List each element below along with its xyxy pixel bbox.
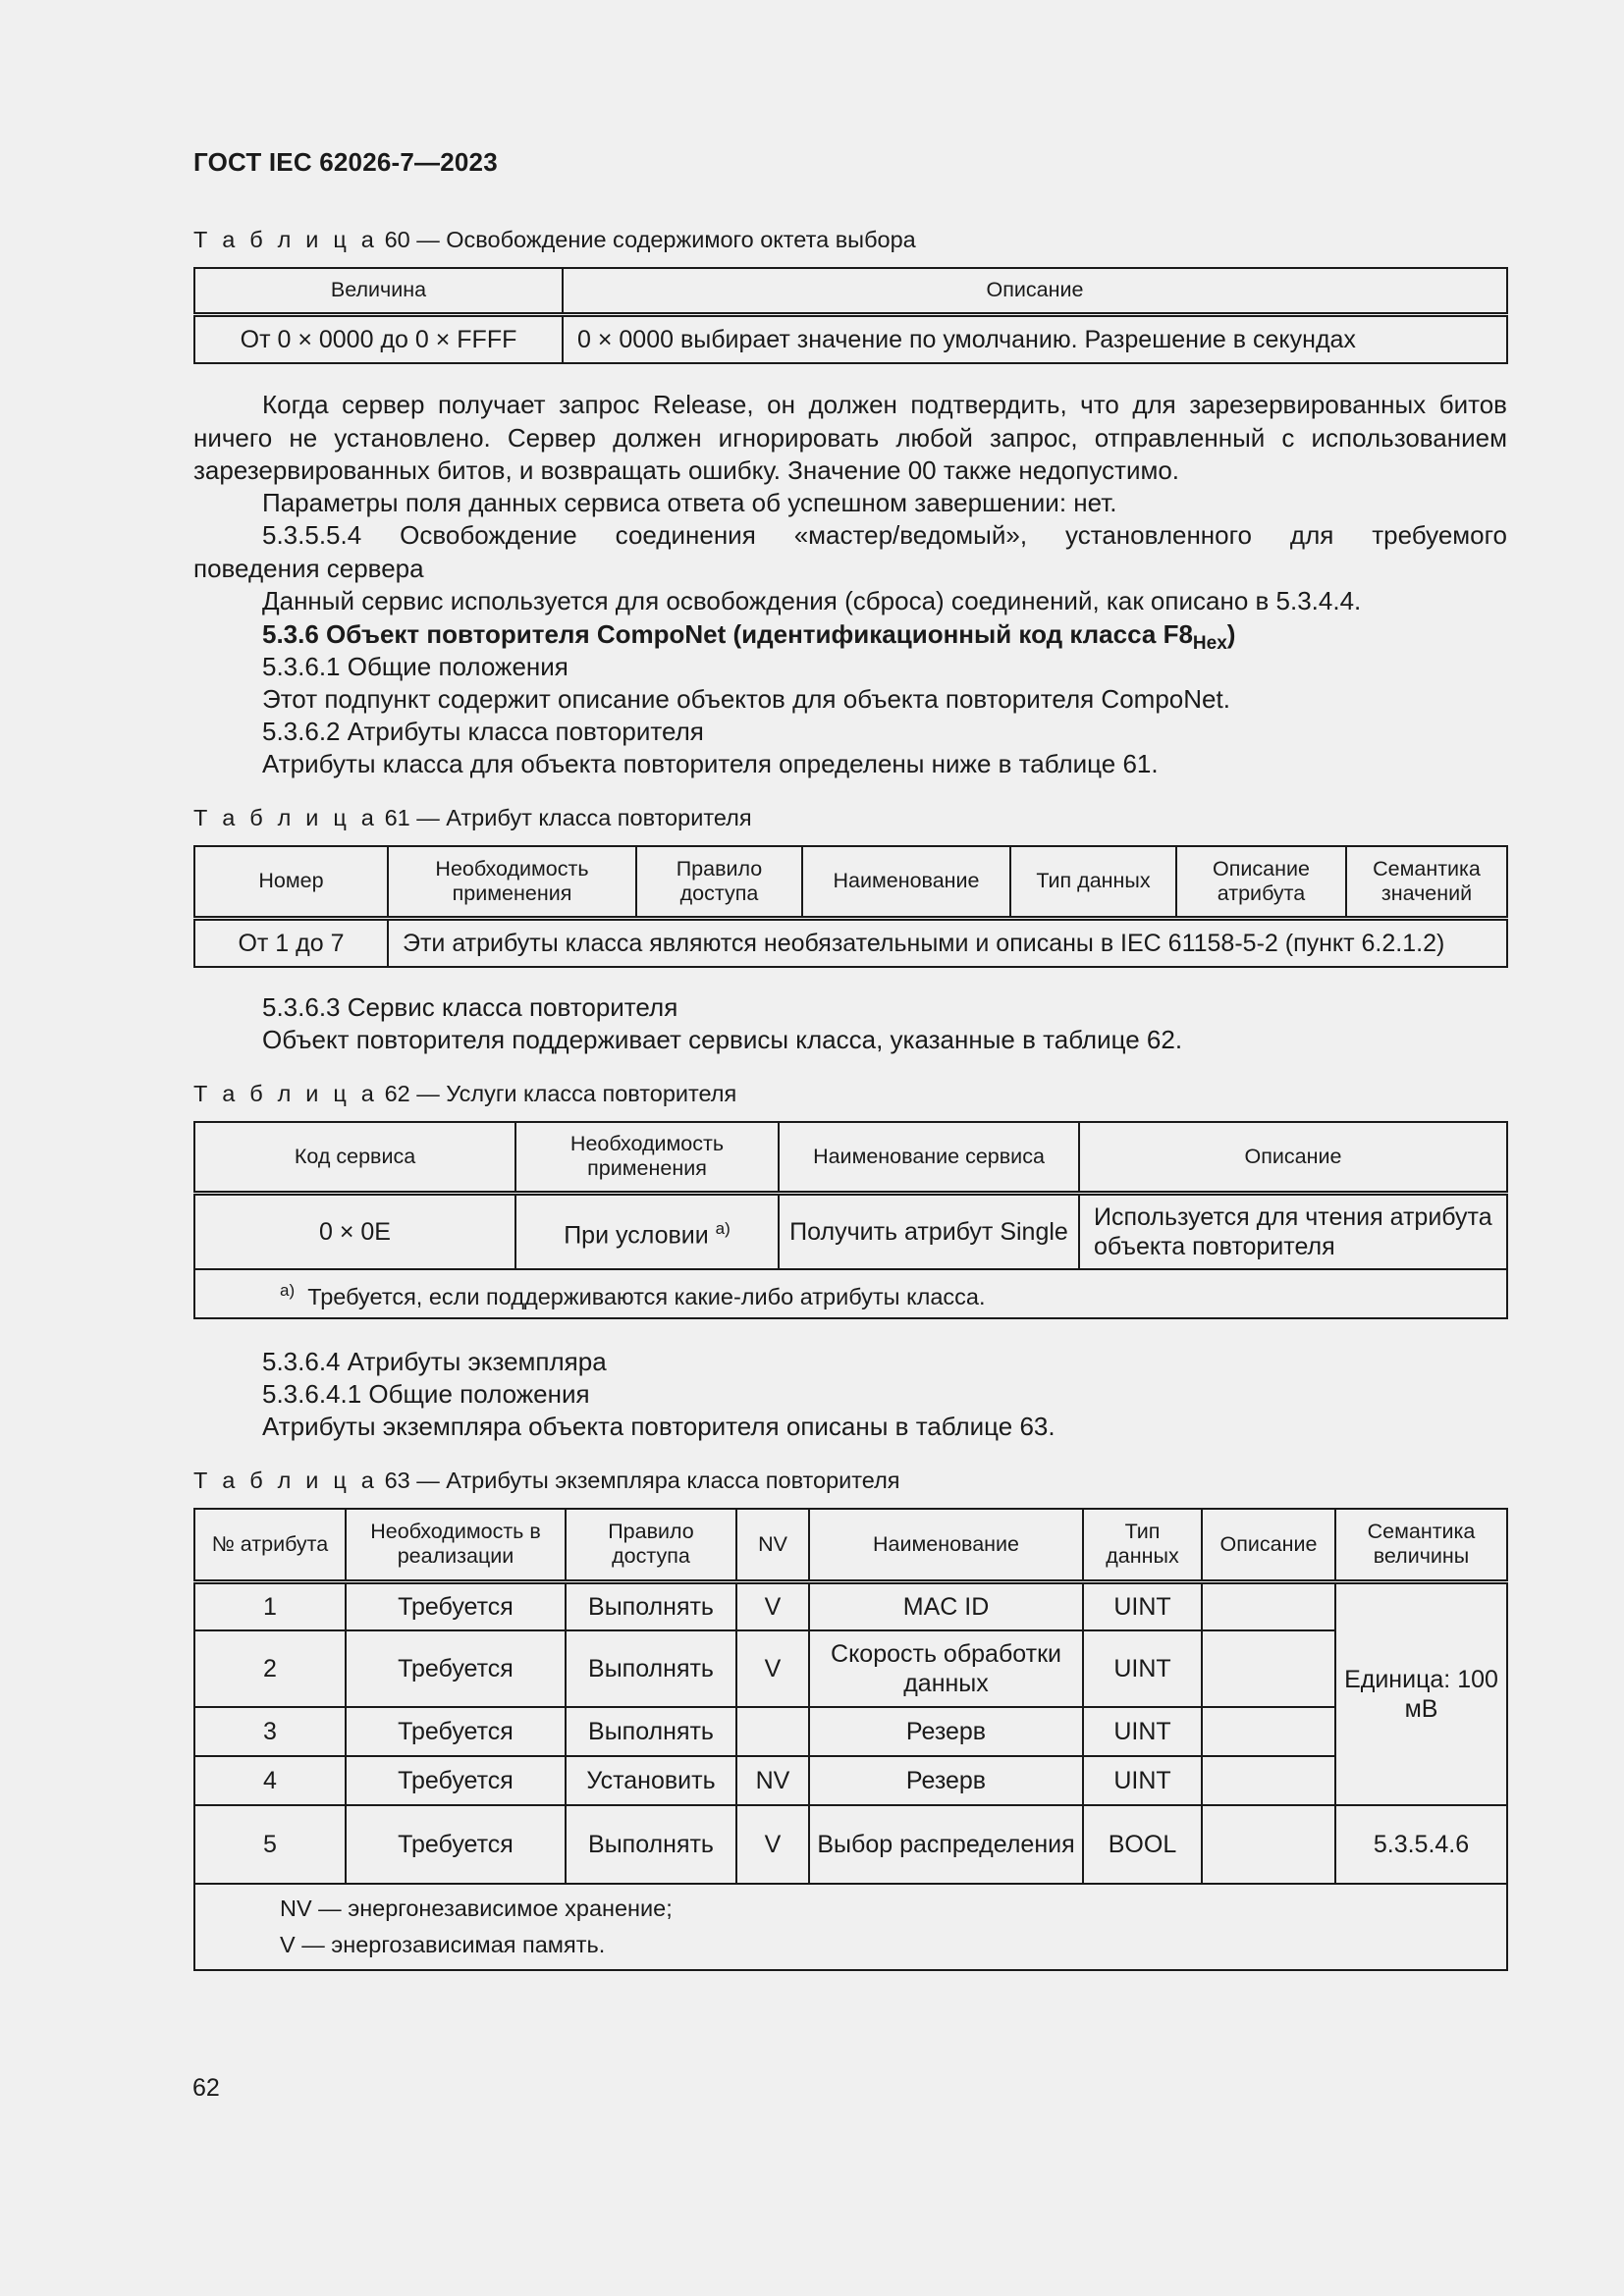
paragraph-5-3-6-1: Этот подпункт содержит описание объектов для объекта повторителя CompoNet. [262, 684, 1230, 714]
cell-text: При условии [564, 1220, 709, 1249]
heading-5-3-6-2: 5.3.6.2 Атрибуты класса повторителя [262, 717, 704, 746]
table-caption-text: 60 — Освобождение содержимого октета выбора [384, 227, 916, 252]
table-header-cell: Описание [563, 268, 1507, 314]
table-cell: Требуется [346, 1581, 566, 1630]
table-caption-text: 61 — Атрибут класса повторителя [384, 805, 752, 830]
table-cell: V [736, 1805, 809, 1884]
heading-5-3-6-1: 5.3.6.1 Общие положения [262, 652, 568, 681]
table-cell: Требуется [346, 1707, 566, 1756]
heading-5-3-6-4: 5.3.6.4 Атрибуты экземпляра [262, 1347, 607, 1376]
table-60-caption [193, 227, 916, 253]
table-cell [1202, 1805, 1335, 1884]
table-cell: Выполнять [566, 1707, 736, 1756]
table-cell: 2 [194, 1630, 346, 1707]
table-cell: От 1 до 7 [194, 918, 388, 967]
table-header-cell: Описание атрибута [1176, 846, 1346, 918]
paragraph-5-3-6-3: Объект повторителя поддерживает сервисы класса, указанные в таблице 62. [262, 1025, 1183, 1054]
table-61 [193, 845, 1508, 968]
table-cell: Скорость обработки данных [809, 1630, 1083, 1707]
heading-text-end: ) [1226, 619, 1236, 649]
table-caption-prefix: Т а б л и ц а [193, 1081, 379, 1106]
table-header-cell: Код сервиса [194, 1122, 515, 1193]
paragraph-release [193, 389, 1507, 488]
table-cell: Эти атрибуты класса являются необязательными и описаны в IEC 61158-5-2 (пункт 6.2.1.2) [388, 918, 1507, 967]
table-cell: NV [736, 1756, 809, 1805]
text-line: зарезервированных битов, и возвращать ошибку. Значение 00 также недопустимо. [193, 455, 1180, 485]
heading-text: 5.3.6 Объект повторителя CompoNet (идентификационный код класса F8 [262, 619, 1193, 649]
page-number: 62 [192, 2074, 220, 2102]
table-61-caption [193, 805, 752, 831]
table-header-cell: Величина [194, 268, 563, 314]
table-header-cell: Правило доступа [566, 1509, 736, 1581]
table-header-cell: Наименование сервиса [779, 1122, 1079, 1193]
table-cell: BOOL [1083, 1805, 1202, 1884]
table-cell: Выполнять [566, 1805, 736, 1884]
heading-5-3-6 [262, 618, 1236, 654]
footnote-mark: a) [280, 1281, 296, 1301]
table-cell: Выполнять [566, 1630, 736, 1707]
table-notes [194, 1884, 1507, 1970]
table-caption-text: 63 — Атрибуты экземпляра класса повторителя [384, 1468, 900, 1493]
table-cell: 4 [194, 1756, 346, 1805]
footnote-text: Требуется, если поддерживаются какие-либо атрибуты класса. [307, 1283, 986, 1309]
table-row [194, 1805, 1507, 1884]
table-cell: 0 × 0000 выбирает значение по умолчанию. Разрешение в секундах [563, 314, 1507, 363]
table-cell: От 0 × 0000 до 0 × FFFF [194, 314, 563, 363]
table-cell: Получить атрибут Single [779, 1193, 1079, 1269]
table-header-cell: NV [736, 1509, 809, 1581]
table-row [194, 1756, 1507, 1805]
table-row [194, 1581, 1507, 1630]
table-63-caption [193, 1468, 900, 1494]
table-caption-prefix: Т а б л и ц а [193, 227, 379, 252]
table-cell: 1 [194, 1581, 346, 1630]
heading-subscript: Hex [1192, 633, 1227, 654]
paragraph-5-3-6-4-1: Атрибуты экземпляра объекта повторителя описаны в таблице 63. [262, 1412, 1056, 1441]
table-cell [1202, 1581, 1335, 1630]
table-cell: Выполнять [566, 1581, 736, 1630]
table-header-cell: Описание [1079, 1122, 1507, 1193]
table-header-cell: Необходимость применения [388, 846, 636, 918]
table-cell: 5.3.5.4.6 [1335, 1805, 1507, 1884]
table-cell: UINT [1083, 1581, 1202, 1630]
table-cell [1202, 1756, 1335, 1805]
table-footnote [194, 1269, 1507, 1318]
table-header-cell: Наименование [802, 846, 1010, 918]
table-63 [193, 1508, 1508, 1971]
table-cell: Выбор распределения [809, 1805, 1083, 1884]
paragraph-5-3-6-2: Атрибуты класса для объекта повторителя определены ниже в таблице 61. [262, 749, 1159, 778]
heading-5-3-6-4-1: 5.3.6.4.1 Общие положения [262, 1379, 590, 1409]
table-header-cell: Семантика величины [1335, 1509, 1507, 1581]
table-note: NV — энергонезависимое хранение; [280, 1896, 673, 1921]
table-header-cell: Необходимость в реализации [346, 1509, 566, 1581]
table-header-cell: Семантика значений [1346, 846, 1507, 918]
table-cell: V [736, 1630, 809, 1707]
table-caption-prefix: Т а б л и ц а [193, 1468, 379, 1493]
table-row [194, 1707, 1507, 1756]
paragraph-5-3-5-5-4 [193, 519, 1507, 585]
table-cell: 0 × 0E [194, 1193, 515, 1269]
table-header-cell: Номер [194, 846, 388, 918]
table-header-cell: Необходимость применения [515, 1122, 779, 1193]
table-cell [1202, 1630, 1335, 1707]
table-row [194, 1630, 1507, 1707]
table-62 [193, 1121, 1508, 1319]
table-caption-text: 62 — Услуги класса повторителя [384, 1081, 737, 1106]
table-60 [193, 267, 1508, 364]
table-cell [515, 1193, 779, 1269]
table-62-caption [193, 1081, 736, 1107]
document-header: ГОСТ IEC 62026-7—2023 [193, 147, 498, 177]
table-cell: Используется для чтения атрибута объекта повторителя [1079, 1193, 1507, 1269]
paragraph-params: Параметры поля данных сервиса ответа об успешном завершении: нет. [262, 488, 1117, 517]
text-line: 5.3.5.5.4 Освобождение соединения «мастер/ведомый», установленного для требуемого [262, 520, 1507, 550]
table-cell: UINT [1083, 1630, 1202, 1707]
table-header-cell: Тип данных [1083, 1509, 1202, 1581]
table-cell: 3 [194, 1707, 346, 1756]
table-note: V — энергозависимая память. [280, 1932, 606, 1957]
table-cell: Требуется [346, 1756, 566, 1805]
table-cell: UINT [1083, 1756, 1202, 1805]
paragraph-service: Данный сервис используется для освобождения (сброса) соединений, как описано в 5.3.4.4. [262, 586, 1362, 615]
table-cell: Установить [566, 1756, 736, 1805]
table-cell: V [736, 1581, 809, 1630]
table-cell-merged: Единица: 100 мВ [1335, 1581, 1507, 1805]
heading-5-3-6-3: 5.3.6.3 Сервис класса повторителя [262, 992, 678, 1022]
table-cell: Требуется [346, 1805, 566, 1884]
text-line: Когда сервер получает запрос Release, он должен подтвердить, что для зарезервированных битов [262, 390, 1507, 419]
table-header-cell: Тип данных [1010, 846, 1176, 918]
table-cell: Требуется [346, 1630, 566, 1707]
text-line: поведения сервера [193, 553, 424, 583]
table-header-cell: № атрибута [194, 1509, 346, 1581]
table-cell: MAC ID [809, 1581, 1083, 1630]
table-cell [736, 1707, 809, 1756]
footnote-ref: a) [715, 1218, 731, 1238]
text-line: ничего не установлено. Сервер должен игнорировать любой запрос, отправленный с использованием [193, 422, 1507, 453]
table-cell: 5 [194, 1805, 346, 1884]
table-header-cell: Правило доступа [636, 846, 802, 918]
table-cell: UINT [1083, 1707, 1202, 1756]
table-cell: Резерв [809, 1756, 1083, 1805]
table-caption-prefix: Т а б л и ц а [193, 805, 379, 830]
table-cell: Резерв [809, 1707, 1083, 1756]
table-cell [1202, 1707, 1335, 1756]
table-header-cell: Наименование [809, 1509, 1083, 1581]
table-header-cell: Описание [1202, 1509, 1335, 1581]
